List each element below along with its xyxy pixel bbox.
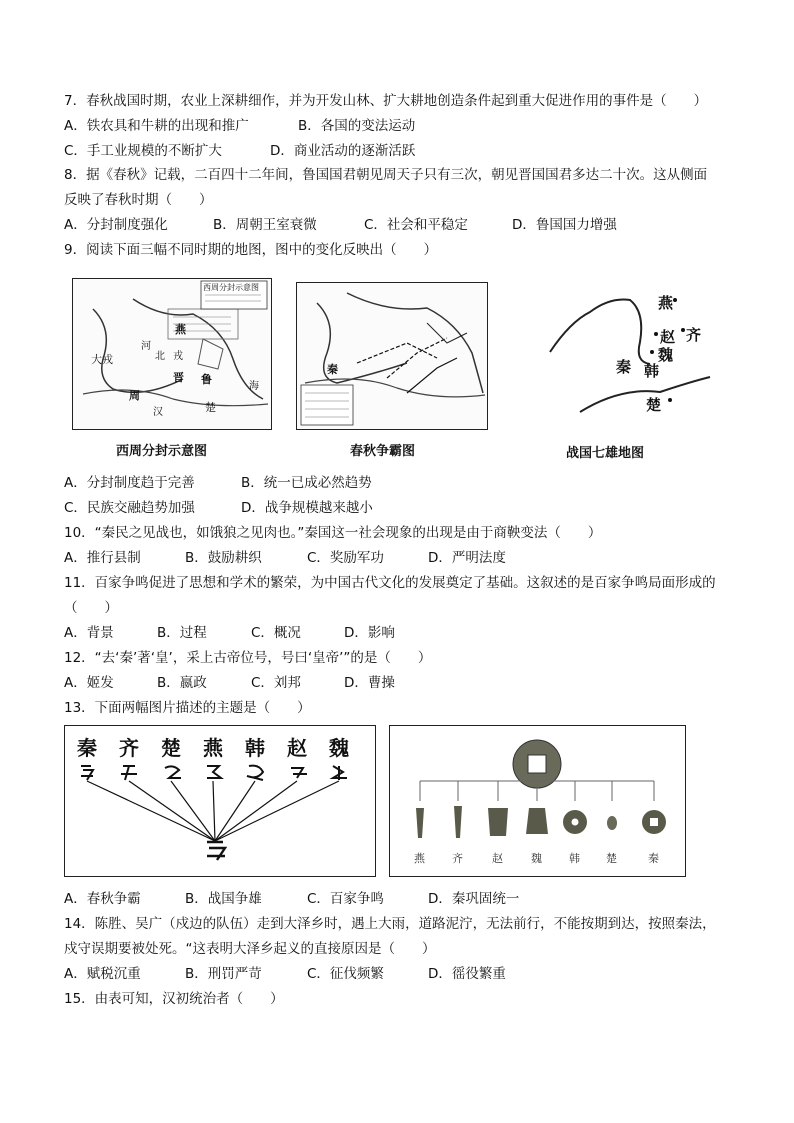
q7-option-d[interactable]: D．商业活动的逐渐活跃 <box>270 143 416 159</box>
spring-autumn-map-drawing <box>297 283 487 429</box>
western-zhou-map <box>72 278 272 430</box>
q12-option-b[interactable]: B．嬴政 <box>157 675 207 691</box>
q11-option-c[interactable]: C．概况 <box>251 625 301 641</box>
unified-seal-mark <box>203 838 229 864</box>
q14-option-d[interactable]: D．徭役繁重 <box>428 966 506 982</box>
map1-label-darong: 大戎 <box>91 353 113 366</box>
western-zhou-inner-title: 西周分封示意图 <box>203 283 259 292</box>
q10-stem: 10．“秦民之见战也，如饿狼之见肉也。”秦国这一社会现象的出现是由于商鞅变法（ ） <box>64 525 602 541</box>
coin-label-zhao: 赵 <box>492 852 503 865</box>
q8-stem-line1: 8．据《春秋》记载，二百四十二年间，鲁国国君朝见周天子只有三次，朝见晋国国君多达二十次。这从侧面 <box>64 167 708 183</box>
map1-label-han: 汉 <box>153 407 163 418</box>
q13-option-b[interactable]: B．战国争雄 <box>185 891 262 907</box>
q7-option-b[interactable]: B．各国的变法运动 <box>298 118 416 134</box>
map1-label-bei: 北 <box>155 351 165 362</box>
script-char-qi: 齐 <box>119 736 139 760</box>
script-unification-image <box>64 725 376 877</box>
q12-stem: 12．“去‘秦’著‘皇’，采上古帝位号，号曰‘皇帝’”的是（ ） <box>64 650 432 666</box>
spring-autumn-map <box>296 282 488 430</box>
q12-option-c[interactable]: C．刘邦 <box>251 675 301 691</box>
spring-autumn-map-caption: 春秋争霸图 <box>350 444 416 459</box>
map1-label-jin: 晋 <box>173 371 184 384</box>
q7-option-a[interactable]: A．铁农具和牛耕的出现和推广 <box>64 118 249 134</box>
unified-seal-glyph <box>203 838 229 864</box>
q11-stem-line1: 11．百家争鸣促进了思想和学术的繁荣，为中国古代文化的发展奠定了基础。这叙述的是百家争鸣局面形成的 <box>64 575 716 591</box>
q7-option-c[interactable]: C．手工业规模的不断扩大 <box>64 143 222 159</box>
q9-option-d[interactable]: D．战争规模越来越小 <box>241 500 373 516</box>
q9-option-b[interactable]: B．统一已成必然趋势 <box>241 475 372 491</box>
q11-option-a[interactable]: A．背景 <box>64 625 114 641</box>
map3-label-han: 韩 <box>644 362 660 380</box>
q8-option-d[interactable]: D．鲁国国力增强 <box>512 217 617 233</box>
q9-stem: 9．阅读下面三幅不同时期的地图，图中的变化反映出（ ） <box>64 242 438 258</box>
script-char-wei: 魏 <box>329 736 349 760</box>
q9-option-a[interactable]: A．分封制度趋于完善 <box>64 475 195 491</box>
q9-option-c[interactable]: C．民族交融趋势加强 <box>64 500 195 516</box>
script-char-qin: 秦 <box>77 736 97 760</box>
warring-states-map-caption: 战国七雄地图 <box>566 446 645 461</box>
q10-option-c[interactable]: C．奖励军功 <box>307 550 384 566</box>
map2-label-qin: 秦 <box>327 363 338 376</box>
q10-option-a[interactable]: A．推行县制 <box>64 550 141 566</box>
script-char-han: 韩 <box>245 736 265 760</box>
q10-option-b[interactable]: B．鼓励耕织 <box>185 550 262 566</box>
q15-stem: 15．由表可知，汉初统治者（ ） <box>64 991 284 1007</box>
map1-label-hai: 海 <box>249 381 259 392</box>
q13-option-d[interactable]: D．秦巩固统一 <box>428 891 520 907</box>
ancient-glyph-marks <box>77 762 367 784</box>
map1-label-chu: 楚 <box>205 401 216 414</box>
q14-stem-line2: 戍守误期要被处死。“这表明大泽乡起义的直接原因是（ ） <box>64 941 436 957</box>
coin-label-qin: 秦 <box>648 852 659 865</box>
q12-option-d[interactable]: D．曹操 <box>344 675 395 691</box>
script-char-zhao: 赵 <box>287 736 307 760</box>
map3-label-wei: 魏 <box>658 346 674 364</box>
q14-option-b[interactable]: B．刑罚严苛 <box>185 966 262 982</box>
q13-stem: 13．下面两幅图片描述的主题是（ ） <box>64 700 311 716</box>
q10-option-d[interactable]: D．严明法度 <box>428 550 506 566</box>
q11-option-b[interactable]: B．过程 <box>157 625 207 641</box>
q11-stem-line2: （ ） <box>64 600 118 616</box>
map1-label-he: 河 <box>141 341 151 352</box>
coin-label-yan: 燕 <box>414 852 425 865</box>
q8-option-a[interactable]: A．分封制度强化 <box>64 217 168 233</box>
q11-option-d[interactable]: D．影响 <box>344 625 395 641</box>
q12-option-a[interactable]: A．姬发 <box>64 675 114 691</box>
q8-option-b[interactable]: B．周朝王室衰微 <box>213 217 317 233</box>
map3-label-yan: 燕 <box>658 294 674 312</box>
coin-label-han: 韩 <box>569 852 580 865</box>
q8-stem-line2: 反映了春秋时期（ ） <box>64 192 213 208</box>
q7-stem: 7．春秋战国时期，农业上深耕细作，并为开发山林、扩大耕地创造条件起到重大促进作用的事件是（ ） <box>64 93 708 109</box>
script-char-chu: 楚 <box>161 736 181 760</box>
map1-label-lu: 鲁 <box>201 373 212 386</box>
ancient-script-glyphs <box>77 762 367 784</box>
map3-label-chu: 楚 <box>646 396 662 414</box>
western-zhou-map-caption: 西周分封示意图 <box>116 444 208 459</box>
q13-option-c[interactable]: C．百家争鸣 <box>307 891 384 907</box>
q13-option-a[interactable]: A．春秋争霸 <box>64 891 141 907</box>
q14-option-c[interactable]: C．征伐频繁 <box>307 966 384 982</box>
q14-stem-line1: 14．陈胜、吴广（戍边的队伍）走到大泽乡时，遇上大雨，道路泥泞，无法前行，不能按期到达，按照秦法， <box>64 916 716 932</box>
coin-label-qi: 齐 <box>452 852 463 865</box>
coin-label-chu: 楚 <box>606 852 617 865</box>
warring-states-map <box>520 282 720 432</box>
currency-unification-image <box>389 725 686 877</box>
map3-label-zhao: 赵 <box>660 328 676 346</box>
coin-label-wei: 魏 <box>531 852 542 865</box>
map1-label-zhou: 周 <box>129 389 140 402</box>
map3-label-qi: 齐 <box>686 326 702 344</box>
map1-label-rong: 戎 <box>173 351 183 362</box>
map1-label-yan: 燕 <box>175 323 186 336</box>
script-char-yan: 燕 <box>203 736 223 760</box>
map3-label-qin: 秦 <box>616 358 632 376</box>
q14-option-a[interactable]: A．赋税沉重 <box>64 966 141 982</box>
q8-option-c[interactable]: C．社会和平稳定 <box>364 217 468 233</box>
